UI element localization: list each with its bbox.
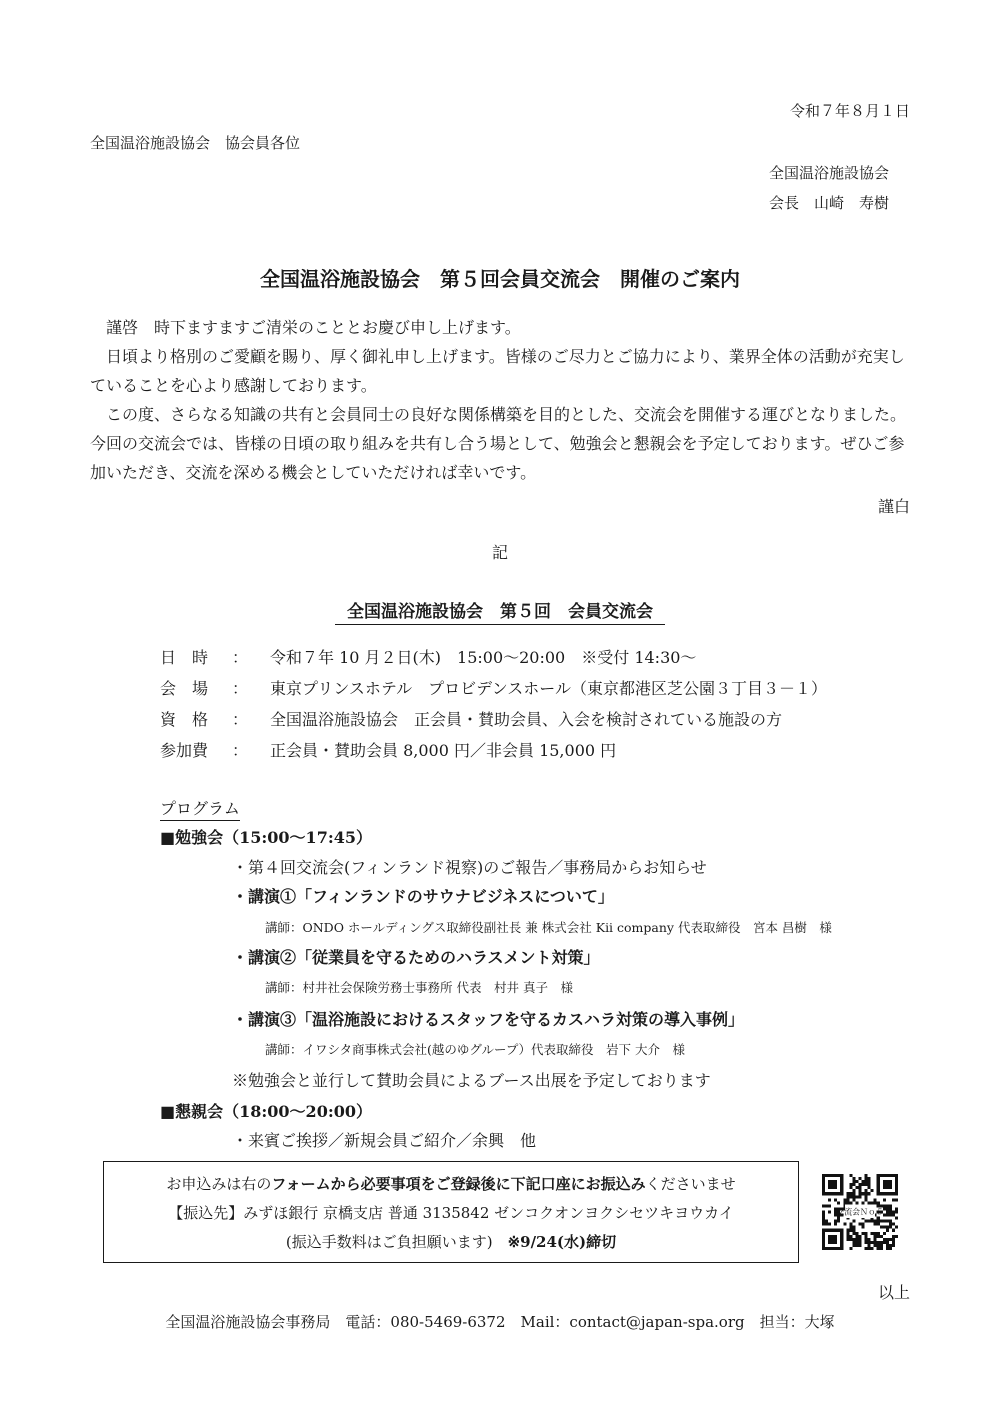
- sender-name: 会長 山崎 寿樹: [769, 194, 890, 212]
- application-box: [103, 1161, 799, 1263]
- detail-row-venue: [160, 676, 827, 699]
- sender-org: 全国温浴施設協会: [769, 164, 890, 182]
- event-subtitle: 全国温浴施設協会 第５回 会員交流会: [0, 597, 1000, 622]
- detail-row-fee: [160, 738, 616, 761]
- detail-label: 参加費: [160, 741, 209, 760]
- party-title: ■懇親会（18:00～20:00）: [160, 1102, 372, 1121]
- detail-colon: ：: [232, 648, 249, 667]
- detail-row-eligibility: [160, 707, 782, 730]
- lecture-1-title: ・講演①「フィンランドのサウナビジネスについて」: [232, 887, 614, 906]
- program-item-report: ・第４回交流会(フィンランド視察)のご報告／事務局からお知らせ: [232, 858, 707, 877]
- detail-value: 東京プリンスホテル プロビデンスホール（東京都港区芝公園３丁目３－１）: [270, 679, 827, 698]
- detail-colon: ：: [232, 741, 249, 760]
- qr-caption: 交流会Ｎｏ５: [836, 1207, 884, 1217]
- detail-colon: ：: [232, 710, 249, 729]
- detail-label: 日 時: [160, 648, 209, 667]
- lecture-3-title: ・講演③「温浴施設におけるスタッフを守るカスハラ対策の導入事例」: [232, 1010, 745, 1029]
- end-mark: 以上: [877, 1283, 910, 1302]
- party-item: ・来賓ご挨拶／新規会員ご紹介／余興 他: [232, 1131, 537, 1150]
- thanks-paragraph: 日頃より格別のご愛顧を賜り、厚く御礼申し上げます。皆様のご尽力とご協力により、業界全体の活動が充実していることを心より感謝しております。: [90, 347, 905, 395]
- application-line-3: (振込手数料はご負担願います) ※9/24(水)締切: [285, 1233, 617, 1251]
- footer-contact: 全国温浴施設協会事務局 電話：080-5469-6372 Mail：contact@japan-spa.org 担当：大塚: [165, 1313, 835, 1331]
- lecture-3-speaker: 講師：イワシタ商事株式会社(越のゆグループ）代表取締役 岩下 大介 様: [265, 1042, 685, 1057]
- lecture-2-title: ・講演②「従業員を守るためのハラスメント対策」: [232, 948, 600, 967]
- lecture-2-speaker: 講師：村井社会保険労務士事務所 代表 村井 真子 様: [265, 980, 573, 995]
- booth-note: ※勉強会と並行して賛助会員によるブース出展を予定しております: [232, 1071, 711, 1090]
- document-title: 全国温浴施設協会 第５回会員交流会 開催のご案内: [260, 267, 740, 291]
- detail-label: 会 場: [160, 679, 209, 698]
- greeting-paragraph: 謹啓 時下ますますご清栄のこととお慶び申し上げます。: [106, 318, 521, 337]
- lecture-1-speaker: 講師：ONDO ホールディングス取締役副社長 兼 株式会社 Kii company 代表取締役 宮本 昌樹 様: [265, 920, 832, 935]
- detail-value: 全国温浴施設協会 正会員・賛助会員、入会を検討されている施設の方: [270, 710, 783, 729]
- detail-colon: ：: [232, 679, 249, 698]
- detail-value: 正会員・賛助会員 8,000 円／非会員 15,000 円: [270, 741, 617, 760]
- document-date: 令和７年８月１日: [789, 102, 910, 120]
- detail-value: 令和７年 10 月２日(木) 15:00～20:00 ※受付 14:30～: [270, 648, 697, 667]
- bank-account-line: 【振込先】みずほ銀行 京橋支店 普通 3135842 ゼンコクオンヨクシセツキヨウカイ: [168, 1204, 734, 1222]
- program-heading: プログラム: [160, 796, 240, 821]
- ki-mark: 記: [491, 543, 508, 562]
- purpose-paragraph: この度、さらなる知識の共有と会員同士の良好な関係構築を目的とした、交流会を開催する運びとなりました。今回の交流会では、皆様の日頃の取り組みを共有し合う場として、勉強会と懇親会を予定しております。ぜひご参加いただき、交流を深める機会としていただければ幸いです。: [90, 405, 907, 482]
- detail-label: 資 格: [160, 710, 209, 729]
- application-line-1: お申込みは右のフォームから必要事項をご登録後に下記口座にお振込みくださいませ: [166, 1175, 736, 1193]
- detail-row-datetime: [160, 645, 696, 668]
- study-session-title: ■勉強会（15:00～17:45）: [160, 828, 372, 847]
- qr-code-graphic: [822, 1174, 898, 1250]
- addressee: 全国温浴施設協会 協会員各位: [90, 134, 301, 152]
- qr-code[interactable]: [822, 1174, 898, 1250]
- closing-word: 謹白: [877, 497, 910, 516]
